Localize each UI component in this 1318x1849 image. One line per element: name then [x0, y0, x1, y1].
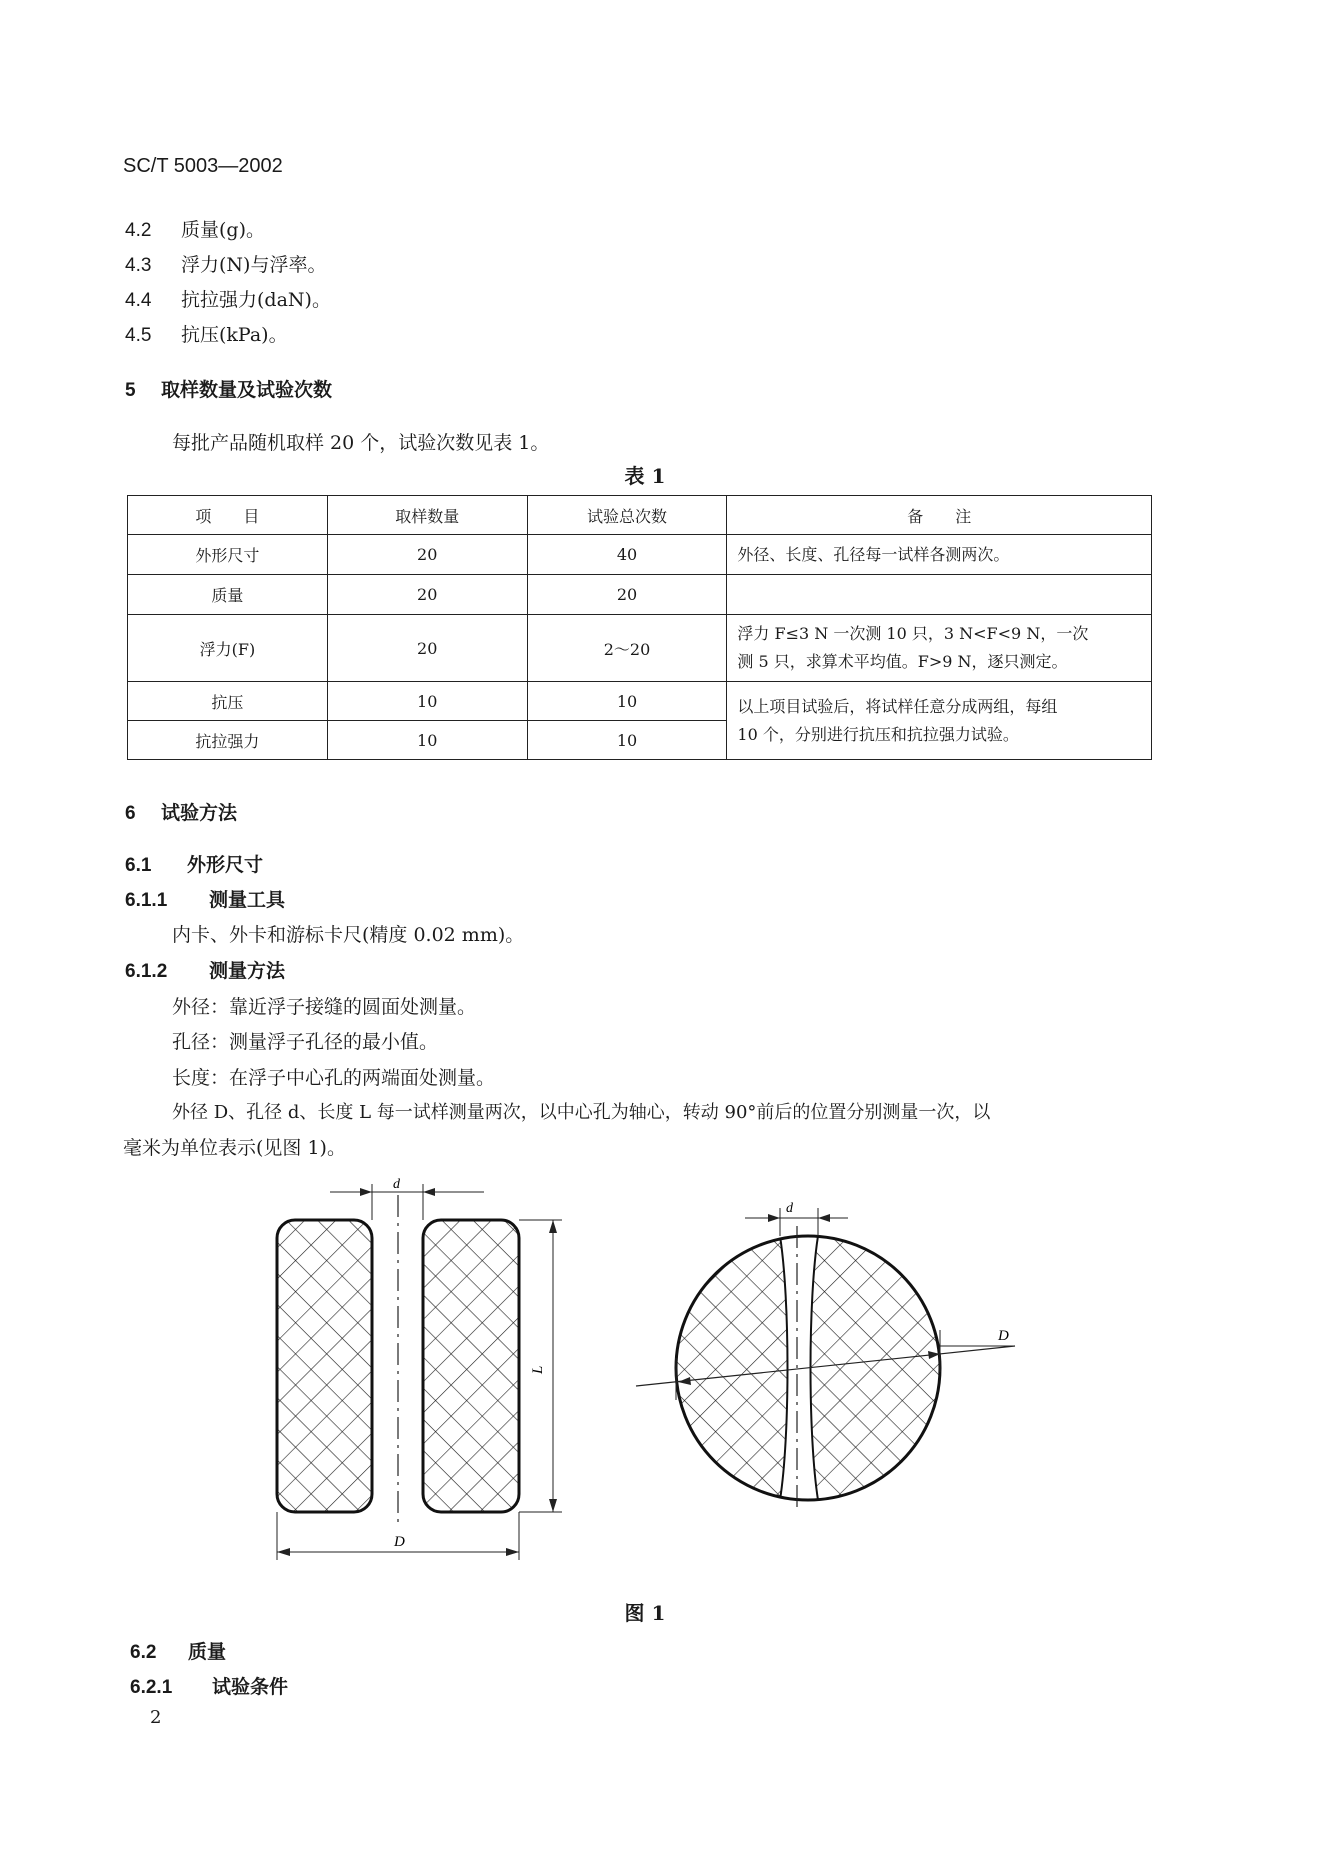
paragraph: 毫米为单位表示(见图 1)。	[123, 1137, 346, 1159]
subsection-number: 6.1	[125, 855, 152, 876]
item-number: 4.5	[125, 325, 152, 346]
float-cross-section	[670, 1230, 950, 1510]
note-line: 浮力 F≤3 N 一次测 10 只，3 N<F<9 N，一次	[737, 624, 1089, 643]
table-cell: 质量	[128, 575, 328, 615]
section-title: 取样数量及试验次数	[161, 379, 333, 401]
dimension-label-d: d	[393, 1177, 400, 1192]
table-cell: 外径、长度、孔径每一试样各测两次。	[727, 535, 1152, 575]
item-text: 抗拉强力(daN)。	[181, 289, 331, 311]
subsection-title: 质量	[188, 1641, 227, 1663]
table-cell: 抗拉强力	[128, 721, 328, 760]
table-cell: 20	[327, 575, 527, 615]
table-cell: 10	[327, 682, 527, 721]
note-line: 测 5 只，求算术平均值。F>9 N，逐只测定。	[737, 652, 1068, 671]
section-title: 试验方法	[161, 802, 238, 824]
float-right-half	[423, 1220, 519, 1512]
subsection-heading	[130, 1637, 226, 1664]
paragraph: 外径 D、孔径 d、长度 L 每一试样测量两次，以中心孔为轴心，转动 90°前后的位置分别测量一次，以	[172, 1102, 991, 1123]
subsection-number: 6.2.1	[130, 1677, 173, 1698]
paragraph: 内卡、外卡和游标卡尺(精度 0.02 mm)。	[172, 924, 525, 946]
table-header: 项 目	[128, 496, 328, 535]
table-header: 备 注	[727, 496, 1152, 535]
table-cell: 20	[527, 575, 727, 615]
subsection-number: 6.1.1	[125, 890, 168, 911]
subsection-heading	[130, 1672, 288, 1699]
table-cell: 10	[327, 721, 527, 760]
table-cell: 10	[527, 721, 727, 760]
dimension-label-D: D	[998, 1328, 1009, 1344]
item-number: 4.4	[125, 290, 152, 311]
paragraph: 外径：靠近浮子接缝的圆面处测量。	[172, 996, 477, 1018]
item-text: 质量(g)。	[181, 219, 265, 241]
page-number: 2	[150, 1707, 162, 1728]
subsection-title: 测量方法	[209, 960, 286, 982]
figure-caption: 图 1	[624, 1601, 666, 1625]
item-number: 4.3	[125, 255, 152, 276]
table-cell: 40	[527, 535, 727, 575]
paragraph: 长度：在浮子中心孔的两端面处测量。	[172, 1067, 496, 1089]
float-left-half	[277, 1220, 372, 1512]
dimension-label-D: D	[394, 1534, 405, 1550]
section-number: 6	[125, 803, 136, 824]
table-cell: 外形尺寸	[128, 535, 328, 575]
dimension-label-d: d	[786, 1201, 793, 1216]
table-cell: 20	[327, 535, 527, 575]
table-cell: 20	[327, 615, 527, 682]
table-header: 试验总次数	[527, 496, 727, 535]
paragraph: 每批产品随机取样 20 个，试验次数见表 1。	[172, 432, 550, 454]
subsection-number: 6.2	[130, 1642, 157, 1663]
paragraph: 孔径：测量浮子孔径的最小值。	[172, 1031, 439, 1053]
dimension-label-L: L	[530, 1365, 546, 1374]
table-cell: 10	[527, 682, 727, 721]
subsection-title: 外形尺寸	[187, 854, 264, 876]
standard-code: SC/T 5003—2002	[123, 155, 283, 177]
note-line: 以上项目试验后，将试样任意分成两组，每组	[737, 696, 1058, 716]
note-line: 10 个，分别进行抗压和抗拉强力试验。	[737, 724, 1019, 744]
table-cell: 浮力(F)	[128, 615, 328, 682]
table-cell: 抗压	[128, 682, 328, 721]
subsection-title: 试验条件	[212, 1676, 289, 1698]
table-header: 取样数量	[327, 496, 527, 535]
item-number: 4.2	[125, 220, 152, 241]
table-cell: 2～20	[527, 615, 727, 682]
section-number: 5	[125, 380, 136, 401]
item-text: 浮力(N)与浮率。	[181, 254, 327, 276]
item-text: 抗压(kPa)。	[181, 324, 288, 346]
table-caption: 表 1	[624, 464, 666, 488]
subsection-title: 测量工具	[209, 889, 286, 911]
subsection-number: 6.1.2	[125, 961, 168, 982]
